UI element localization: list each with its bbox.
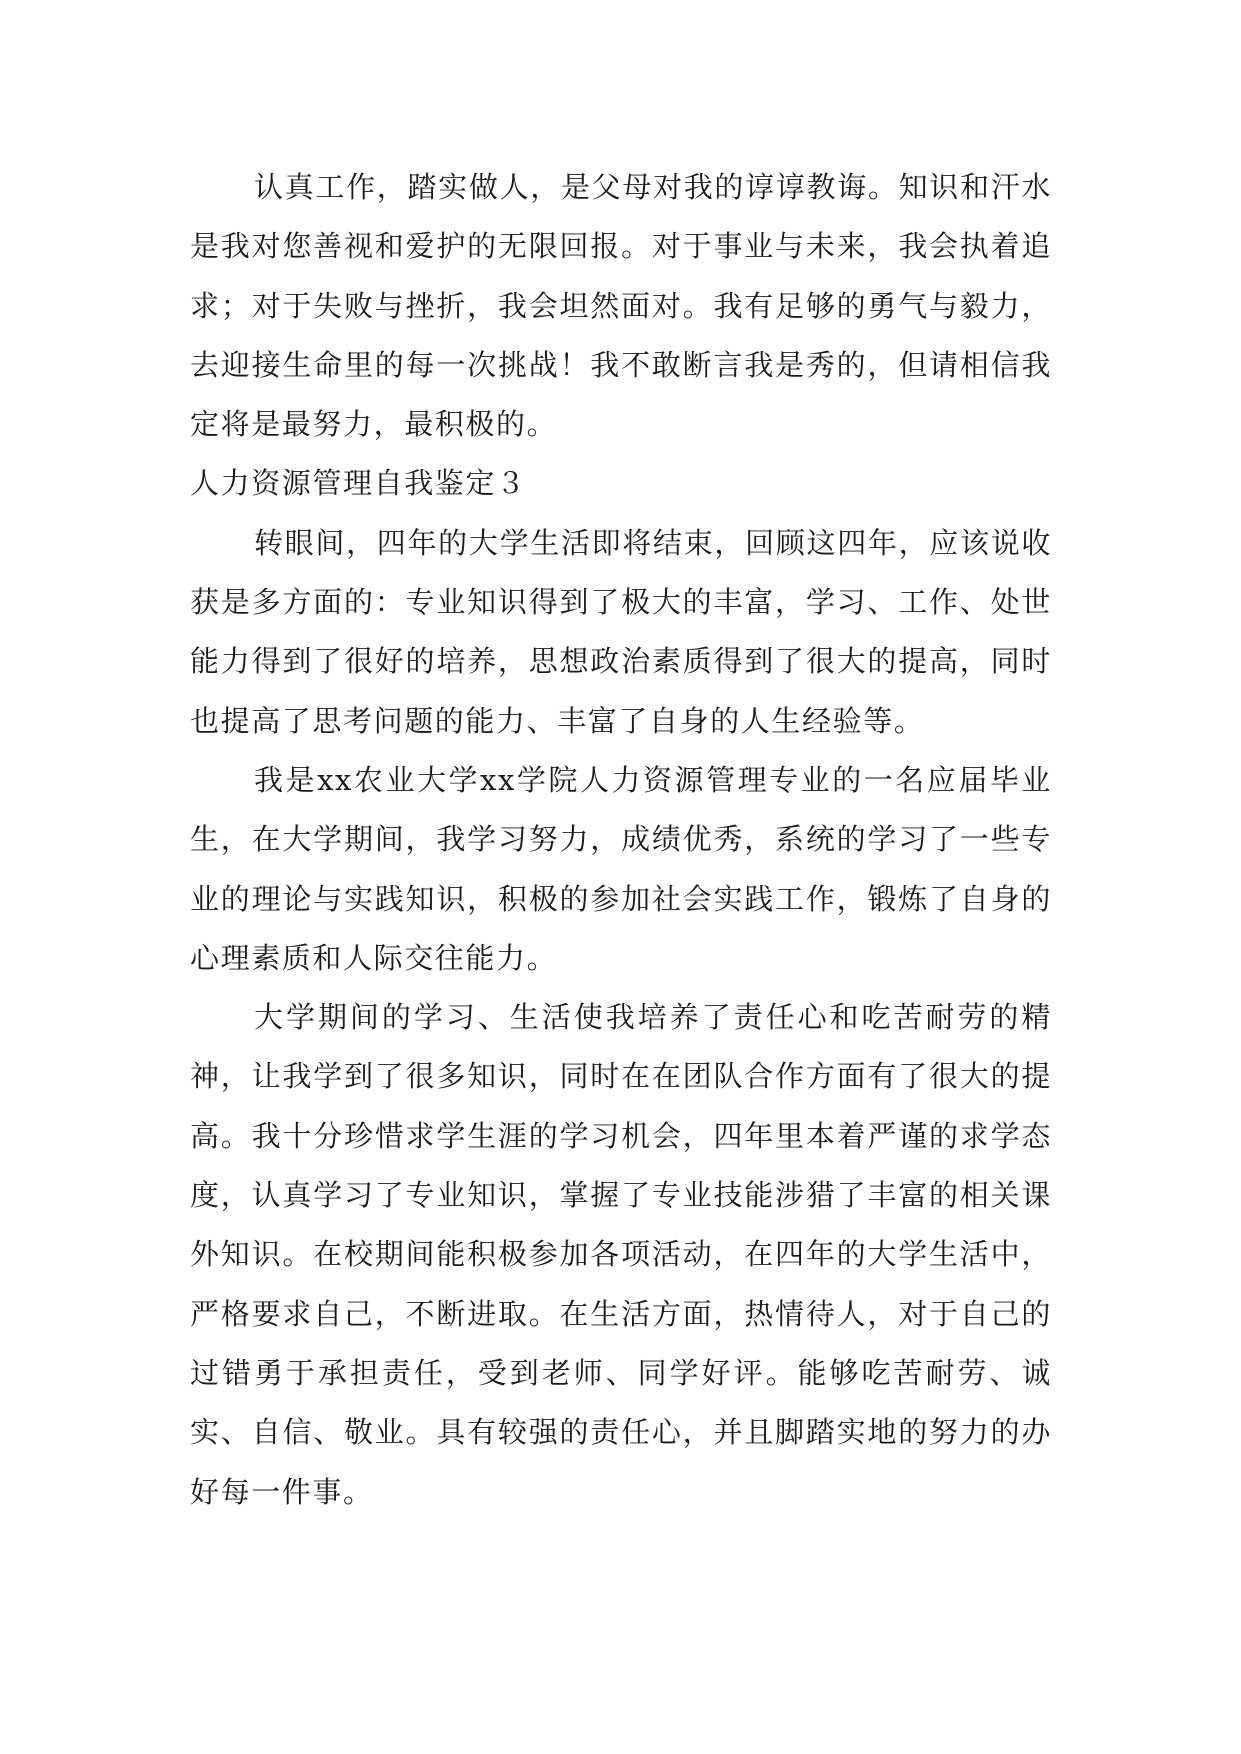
section-heading: 人力资源管理自我鉴定３	[190, 466, 527, 501]
paragraph-growth-summary: 大学期间的学习、生活使我培养了责任心和吃苦耐劳的精神，让我学到了很多知识，同时在在团队合作方面有了很大的提高。我十分珍惜求学生涯的学习机会，四年里本着严谨的求学态度，认真学习了专业知识，掌握了专业技能涉猎了丰富的相关课外知识。在校期间能积极参加各项活动，在四年的大学生活中，严格要求自己，不断进取。在生活方面，热情待人，对于自己的过错勇于承担责任，受到老师、同学好评。能够吃苦耐劳、诚实、自信、敬业。具有较强的责任心，并且脚踏实地的努力的办好每一件事。	[190, 1000, 1052, 1509]
document-body	[190, 158, 1052, 1522]
paragraph-closing-statement: 认真工作，踏实做人，是父母对我的谆谆教诲。知识和汗水是我对您善视和爱护的无限回报。对于事业与未来，我会执着追求；对于失败与挫折，我会坦然面对。我有足够的勇气与毅力，去迎接生命里的每一次挑战！我不敢断言我是秀的，但请相信我定将是最努力，最积极的。	[190, 170, 1052, 442]
paragraph-university-review: 转眼间，四年的大学生活即将结束，回顾这四年，应该说收获是多方面的：专业知识得到了极大的丰富，学习、工作、处世能力得到了很好的培养，思想政治素质得到了很大的提高，同时也提高了思考问题的能力、丰富了自身的人生经验等。	[190, 525, 1052, 738]
paragraph-self-introduction: 我是xx农业大学xx学院人力资源管理专业的一名应届毕业生，在大学期间，我学习努力，成绩优秀，系统的学习了一些专业的理论与实践知识，积极的参加社会实践工作，锻炼了自身的心理素质和人际交往能力。	[190, 762, 1052, 975]
